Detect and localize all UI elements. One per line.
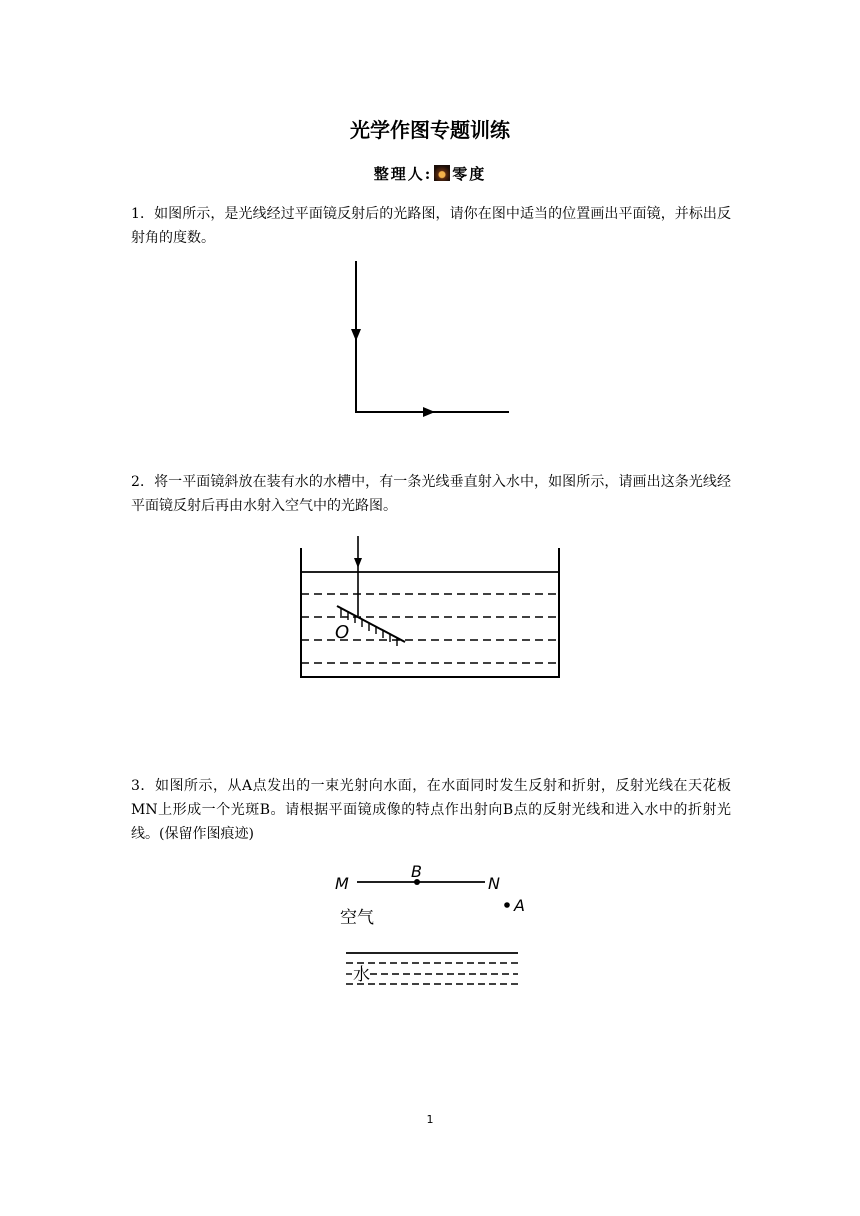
- page-number: 1: [426, 1113, 434, 1126]
- point-a: [504, 902, 510, 908]
- figure-3-ceiling-water: [330, 858, 530, 993]
- document-title: 光学作图专题训练: [350, 118, 510, 142]
- label-air: 空气: [340, 908, 374, 928]
- question-2-number: 2．: [131, 474, 155, 490]
- author-prefix: 整理人:: [373, 165, 433, 183]
- question-2: [131, 470, 731, 518]
- question-2-text: 将一平面镜斜放在装有水的水槽中，有一条光线垂直射入水中，如图所示，请画出这条光线经平面镜反射后再由水射入空气中的光路图。: [131, 474, 731, 514]
- figure-1-light-path: [340, 255, 520, 425]
- figure-2-water-tank: [295, 532, 565, 682]
- question-1: [131, 202, 731, 250]
- author-avatar-icon: [434, 165, 450, 181]
- point-o-label: O: [335, 622, 350, 643]
- question-3: [131, 774, 731, 846]
- question-1-text: 如图所示，是光线经过平面镜反射后的光路图，请你在图中适当的位置画出平面镜，并标出反射角的度数。: [131, 206, 731, 246]
- question-1-number: 1．: [131, 206, 155, 222]
- question-3-number: 3．: [131, 778, 155, 794]
- tank-walls: [301, 548, 559, 677]
- label-b: B: [411, 862, 422, 881]
- author-line: [0, 163, 860, 184]
- label-n: N: [488, 874, 500, 893]
- author-name: 零度: [452, 165, 487, 183]
- question-3-text: 如图所示，从A点发出的一束光射向水面，在水面同时发生反射和折射，反射光线在天花板MN上形成一个光斑B。请根据平面镜成像的特点作出射向B点的反射光线和进入水中的折射光线。(保留作图痕迹): [131, 778, 731, 842]
- incident-arrow: [351, 329, 361, 341]
- label-a: A: [514, 896, 525, 915]
- reflected-arrow: [423, 407, 435, 417]
- label-m: M: [335, 874, 349, 893]
- label-water: 水: [353, 965, 370, 985]
- vertical-ray-arrow: [354, 558, 362, 568]
